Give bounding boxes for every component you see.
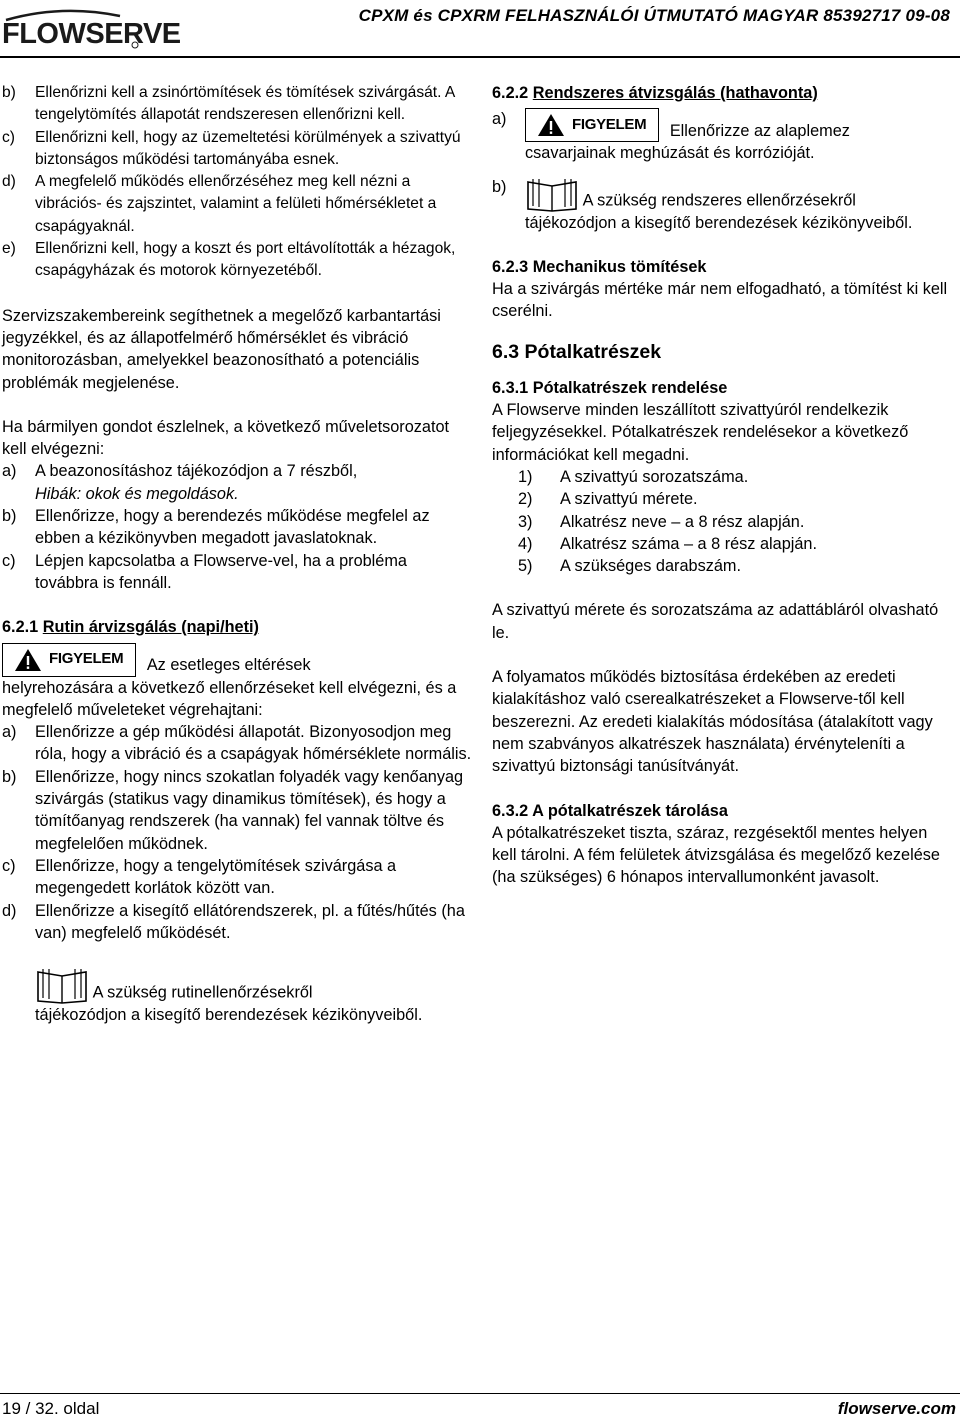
document-title: CPXM és CPXRM FELHASZNÁLÓI ÚTMUTATÓ MAGYAR 85392717 09-08 <box>358 6 950 25</box>
parts-info-list <box>492 466 954 577</box>
list-item: b) Ellenőrizni kell a zsinórtömítések és tömítések szivárgását. A tengelytömítés állapotát rendszeresen ellenőrizni kell. <box>2 84 455 124</box>
warning-triangle-icon <box>13 647 43 673</box>
list-item: b) A szükség rendszeres ellenőrzésekről tájékozódjon a kisegítő berendezések kézikönyveiből. <box>492 177 913 232</box>
warning-triangle-icon <box>536 112 566 138</box>
warning-badge: FIGYELEM <box>2 643 136 677</box>
list-item: c) Ellenőrizze, hogy a tengelytömítések szivárgása a megengedett korlátok között van. <box>2 856 397 898</box>
list-item: b) Ellenőrizze, hogy a berendezés működése megfelel az ebben a kézikönyvben megadott javaslatoknak. <box>2 507 430 548</box>
list-item: d) A megfelelő működés ellenőrzéséhez meg kell nézni a vibrációs- és zajszintet, valamint a felületi hőmérsékletet a csapágyaknál. <box>2 173 437 235</box>
paragraph-storage: A pótalkatrészeket tiszta, száraz, rezgésektől mentes helyen kell tárolni. A fém felületek átvizsgálása és megelőző kezelése (ha szükséges) 6 hónapos intervallumonként javasolt. <box>492 823 940 887</box>
list-item: 1) A szivattyú sorozatszáma. <box>518 467 749 486</box>
list-item: 2) A szivattyú mérete. <box>518 490 698 509</box>
warning-block: FIGYELEM Az esetleges eltérések <box>2 643 472 677</box>
section-heading-621: 6.2.1 Rutin árvizsgálás (napi/heti) <box>2 618 259 637</box>
list-item: e) Ellenőrizni kell, hogy a koszt és port eltávolították a hézagok, csapágyházak és motorok környezetéből. <box>2 240 456 280</box>
list-item: a) A beazonosításhoz tájékozódjon a 7 részből, Hibák: okok és megoldások. <box>2 462 358 503</box>
list-item: 4) Alkatrész száma – a 8 rész alapján. <box>518 534 818 553</box>
logo-text: FLOWSERVE <box>2 17 181 50</box>
manual-book-icon <box>35 966 89 1004</box>
list-item: b) Ellenőrizze, hogy nincs szokatlan folyadék vagy kenőanyag szivárgás (statikus vagy dinamikus tömítések), és hogy a tömítőanyag rendszerek (ha vannak) fel vannak töltve és megfelelően működnek. <box>2 767 464 853</box>
flowserve-logo <box>2 6 181 52</box>
list-item: d) Ellenőrizze a kisegítő ellátórendszerek, pl. a fűtés/hűtés (ha van) megfelelő működését. <box>2 901 465 942</box>
book-note: A szükség rutinellenőrzésekről tájékozódjon a kisegítő berendezések kézikönyveiből. <box>2 966 472 1026</box>
page-number: 19 / 32. oldal <box>2 1399 100 1418</box>
section-heading-632: 6.3.2 A pótalkatrészek tárolása <box>492 801 728 820</box>
right-column <box>492 82 954 889</box>
paragraph-order: A Flowserve minden leszállított szivattyúról rendelkezik feljegyzésekkel. Pótalkatrészek rendelésekor a következő információkat kell megadni. <box>492 401 909 464</box>
footer-divider <box>0 1393 960 1394</box>
list-item: c) Ellenőrizni kell, hogy az üzemeltetési körülmények a szivattyú biztonságos működési tartományába esnek. <box>2 128 461 168</box>
section-heading-631: 6.3.1 Pótalkatrészek rendelése <box>492 378 728 397</box>
paragraph-continuity: A folyamatos működés biztosítása érdekében az eredeti kialakításhoz való cserealkatrészeket a Flowserve-től kell beszerezni. Az eredeti kialakítás módosítása (átalakított vagy nem szabványos alkatrészek használata) érvényteleníti a szivattyú biztonsági tanúsítványát. <box>492 668 933 776</box>
paragraph-seal: Ha a szivárgás mértéke már nem elfogadható, a tömítést ki kell cserélni. <box>492 280 948 321</box>
paragraph-nameplate: A szivattyú mérete és sorozatszáma az adattábláról olvasható le. <box>492 601 939 642</box>
list-item: a) Ellenőrizze a gép működési állapotát. Bizonyosodjon meg róla, hogy a vibráció és a csapágyak hőmérséklete normális. <box>2 723 472 764</box>
paragraph-service: Szervizszakembereink segíthetnek a megelőző karbantartási jegyzékkel, és az állapotfelmérő hőmérséklet és vibráció monitorozásban, amelyekkel beazonosítható a potenciális problémák megjelenése. <box>2 306 441 392</box>
list-item: 3) Alkatrész neve – a 8 rész alapján. <box>518 512 805 531</box>
section-heading-623: 6.2.3 Mechanikus tömítések <box>492 257 707 276</box>
section-heading-622: 6.2.2 Rendszeres átvizsgálás (hathavonta) <box>492 84 818 102</box>
section-heading-63: 6.3 Pótalkatrészek <box>492 340 662 363</box>
page-header <box>0 0 960 54</box>
warning-badge: FIGYELEM <box>525 108 659 142</box>
paragraph-procedure: Ha bármilyen gondot észlelnek, a következő műveletsorozatot kell elvégezni: <box>2 417 450 459</box>
list-item: 5) A szükséges darabszám. <box>518 557 741 576</box>
website-link[interactable]: flowserve.com <box>837 1399 956 1418</box>
warning-text: helyrehozására a következő ellenőrzéseket kell elvégezni, és a megfelelő műveleteket végrehajtani: <box>2 678 457 719</box>
left-column <box>2 82 472 1026</box>
manual-book-icon <box>525 176 579 212</box>
header-divider <box>0 56 960 58</box>
list-item: c) Lépjen kapcsolatba a Flowserve-vel, ha a probléma továbbra is fennáll. <box>2 551 407 592</box>
list-item: a) FIGYELEM Ellenőrizze az alaplemez csavarjainak meghúzását és korrózióját. <box>492 110 850 163</box>
